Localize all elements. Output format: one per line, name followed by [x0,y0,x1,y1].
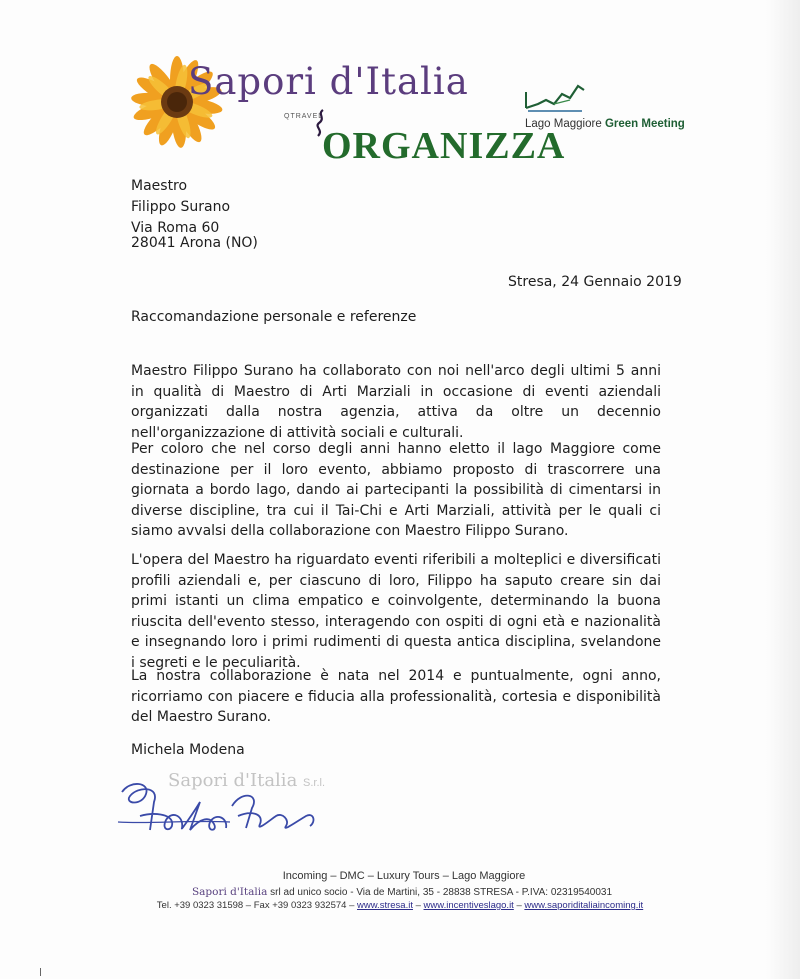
body-paragraph: L'opera del Maestro ha riguardato eventi riferibili a molteplici e diversificati profili aziendali e, per ciascuno di loro, Filippo ha saputo creare sin dai primi istanti un clima empatico e coinvolgente, determinando la buona riuscita dell'evento stesso, interagendo con ospiti di ogni età e nazionalità e insegnando loro i primi rudimenti di questa antica disciplina, svelandone i segreti e le peculiarità. [131,552,661,671]
footer-link-saporiditalia[interactable]: www.saporiditaliaincoming.it [524,900,644,911]
organizza-banner: ORGANIZZA [322,125,566,167]
partner-logo-label: Lago Maggiore [525,118,602,130]
footer-services: Incoming – DMC – Luxury Tours – Lago Maggiore [282,870,526,882]
footer-separator: – [513,900,525,911]
stamp-name: Sapori d'Italia [168,770,298,791]
body-paragraph: Per coloro che nel corso degli anni hanno eletto il lago Maggiore come destinazione per il loro evento, abbiamo proposto di trascorrere una giornata a bordo lago, dando ai partecipanti la possibilità di cimentarsi in diverse discipline, tra cui il Tai-Chi e Arti Marziali, attività per le quali ci siamo avvalsi della collaborazione con Maestro Filippo Surano. [131,441,661,540]
body-paragraph: La nostra collaborazione è nata nel 2014 e puntualmente, ogni anno, ricorriamo con piacere e fiducia alla professionalità, cortesia e disponibilità del Maestro Surano. [131,668,661,726]
subject-line: Raccomandazione personale e referenze [131,309,417,325]
stamp-suffix: S.r.l. [303,777,326,789]
brand-name: Sapori d'Italia [188,60,469,103]
footer-contacts [0,900,800,911]
handwritten-signature-icon [110,772,330,842]
recipient-line: 28041 Arona (NO) [131,235,258,251]
footer-company [2,886,800,898]
date-line: Stresa, 24 Gennaio 2019 [508,274,682,290]
footer-company-name: Sapori d'Italia [191,886,268,898]
recipient-line: Maestro [131,178,188,194]
recipient-line: Filippo Surano [131,199,231,215]
footer-separator: – [346,900,357,911]
partner-logo-bold: Green Meeting [604,118,685,130]
body-paragraph: Maestro Filippo Surano ha collaborato con noi nell'arco degli ultimi 5 anni in qualità di Maestro di Arti Marziali in occasione di eventi aziendali organizzati dalla nostra agenzia, attiva da oltre un decennio nell'organizzazione di attività sociali e culturali. [131,363,661,441]
brand-subtitle: QTRAVEL [284,113,324,120]
footer-separator: – [412,900,424,911]
lago-maggiore-logo-icon [524,78,586,114]
scan-shadow [766,0,800,979]
recipient-line: Via Roma 60 [131,220,220,236]
footer-phone-fax: Tel. +39 0323 31598 – Fax +39 0323 932574 [156,900,347,911]
scan-mark [40,968,41,976]
lago-maggiore-logo-text [525,118,685,130]
footer-link-incentiveslago[interactable]: www.incentiveslago.it [423,900,514,911]
footer-company-details: srl ad unico socio - Via de Martini, 35 - 28838 STRESA - P.IVA: 02319540031 [270,887,613,898]
signer-name: Michela Modena [131,742,245,758]
footer-link-stresa[interactable]: www.stresa.it [357,900,413,911]
